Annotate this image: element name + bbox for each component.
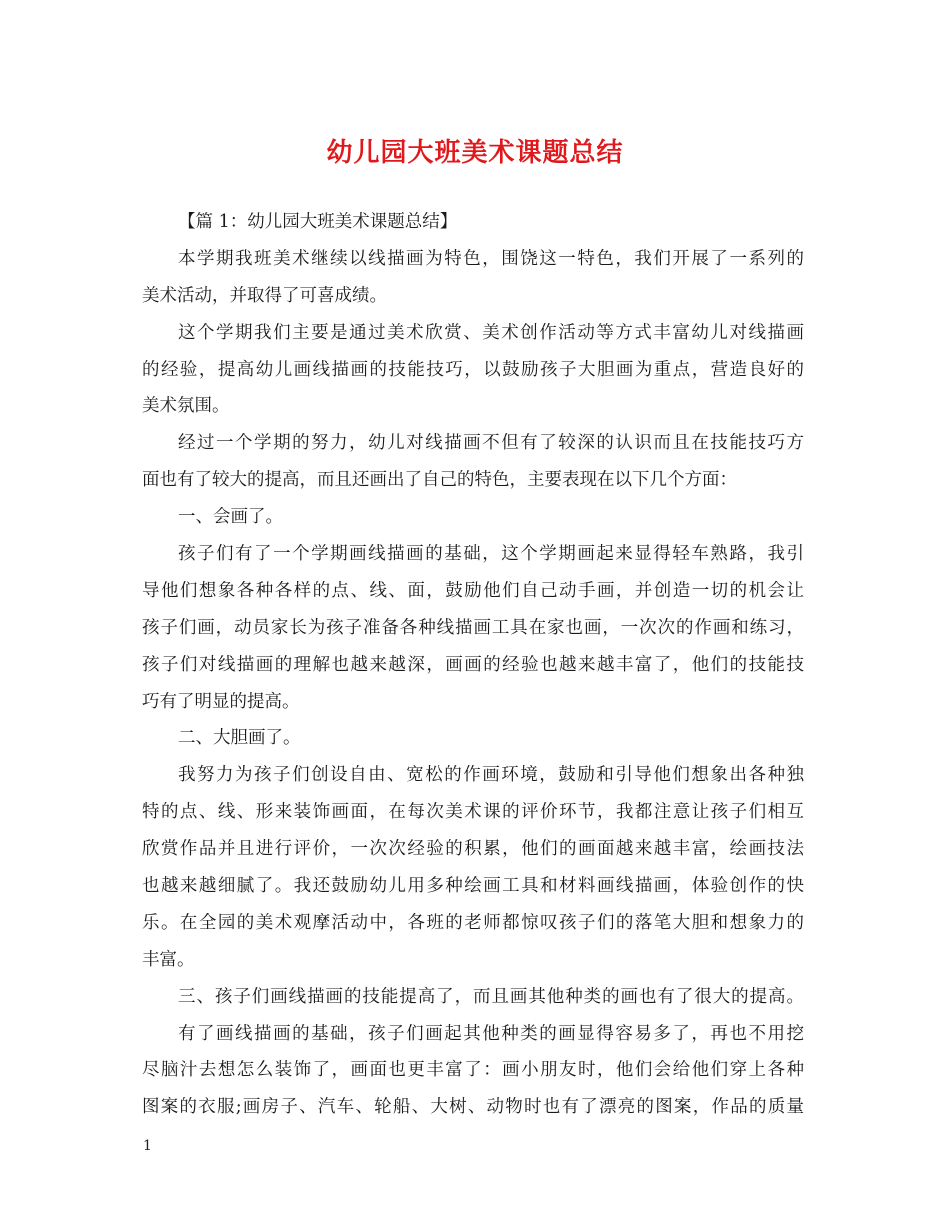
text-line: 导他们想象各种各样的点、线、面，鼓励他们自己动手画，并创造一切的机会让 bbox=[142, 580, 804, 601]
text-line: 一、会画了。 bbox=[178, 507, 283, 528]
text-line: 三、孩子们画线描画的技能提高了，而且画其他种类的画也有了很大的提高。 bbox=[178, 986, 804, 1007]
text-line: 尽脑汁去想怎么装饰了，画面也更丰富了：画小朋友时，他们会给他们穿上各种 bbox=[142, 1060, 804, 1081]
text-line: 图案的衣服;画房子、汽车、轮船、大树、动物时也有了漂亮的图案，作品的质量 bbox=[142, 1097, 804, 1118]
body-text bbox=[142, 204, 804, 1126]
text-line: 巧有了明显的提高。 bbox=[142, 691, 300, 712]
text-line: 孩子们画，动员家长为孩子准备各种线描画工具在家也画，一次次的作画和练习， bbox=[142, 617, 804, 638]
text-line: 【篇 1：幼儿园大班美术课题总结】 bbox=[178, 212, 458, 232]
text-line: 欣赏作品并且进行评价，一次次经验的积累，他们的画面越来越丰富，绘画技法 bbox=[142, 839, 804, 860]
text-line: 的经验，提高幼儿画线描画的技能技巧，以鼓励孩子大胆画为重点，营造良好的 bbox=[142, 359, 804, 380]
page-title: 幼儿园大班美术课题总结 bbox=[326, 138, 624, 168]
text-line: 乐。在全园的美术观摩活动中，各班的老师都惊叹孩子们的落笔大胆和想象力的 bbox=[142, 912, 804, 933]
text-line: 美术活动，并取得了可喜成绩。 bbox=[142, 285, 387, 306]
text-line: 经过一个学期的努力，幼儿对线描画不但有了较深的认识而且在技能技巧方 bbox=[178, 433, 804, 454]
text-line: 本学期我班美术继续以线描画为特色，围饶这一特色，我们开展了一系列的 bbox=[178, 248, 804, 269]
text-line: 二、大胆画了。 bbox=[178, 728, 301, 749]
text-line: 丰富。 bbox=[142, 949, 195, 970]
text-line: 孩子们对线描画的理解也越来越深，画画的经验也越来越丰富了，他们的技能技 bbox=[142, 654, 804, 675]
text-line: 有了画线描画的基础，孩子们画起其他种类的画显得容易多了，再也不用挖 bbox=[178, 1023, 804, 1044]
text-line: 美术氛围。 bbox=[142, 396, 230, 417]
page-number: 1 bbox=[143, 1138, 152, 1154]
text-line: 这个学期我们主要是通过美术欣赏、美术创作活动等方式丰富幼儿对线描画 bbox=[178, 322, 804, 343]
text-line: 特的点、线、形来装饰画面，在每次美术课的评价环节，我都注意让孩子们相互 bbox=[142, 802, 804, 823]
text-line: 孩子们有了一个学期画线描画的基础，这个学期画起来显得轻车熟路，我引 bbox=[178, 544, 804, 565]
text-line: 面也有了较大的提高，而且还画出了自己的特色，主要表现在以下几个方面： bbox=[142, 470, 737, 491]
text-line: 我努力为孩子们创设自由、宽松的作画环境，鼓励和引导他们想象出各种独 bbox=[178, 765, 804, 786]
text-line: 也越来越细腻了。我还鼓励幼儿用多种绘画工具和材料画线描画，体验创作的快 bbox=[142, 876, 804, 897]
